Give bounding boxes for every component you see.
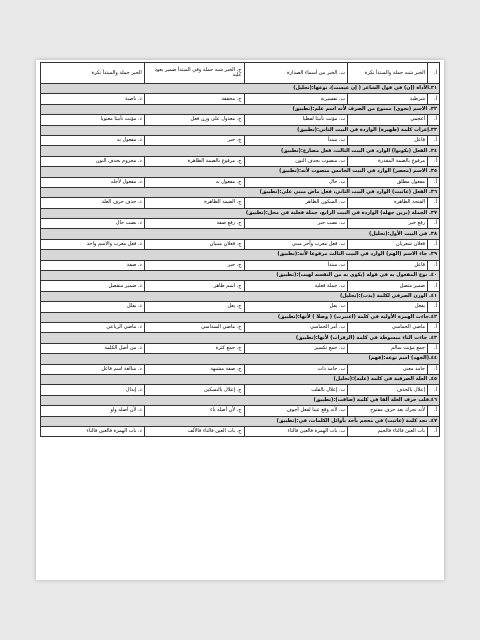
options-row (41, 385, 440, 395)
answer-option: د. نصب حال (41, 219, 145, 229)
question-text: ٤٠. نوع المفعول به في قوله (يكوى به من النفسه لهيب):(تطبيق) (41, 271, 440, 281)
answer-option: د. إبدال (41, 385, 145, 395)
answer-option: د. من أصل الكلمة (41, 343, 145, 353)
question-row (41, 333, 440, 343)
answer-option: د. فعل معرب والاسم واحد (41, 239, 145, 249)
answer-option: مرفوع بالضمة المقدرة (348, 156, 428, 166)
options-row (41, 156, 440, 166)
answer-option: ب. الخبر من أسماء الصدارة (244, 63, 348, 84)
answer-option: د. ناصبة (41, 94, 145, 104)
answer-option: ب. باب الهمزة فالعين فالتاء (244, 426, 348, 436)
option-letter: أ. (428, 177, 440, 187)
answer-option: جامد معنى (348, 364, 428, 374)
answer-option: ج. مفعول به (144, 177, 244, 187)
answer-option: د. مجزوم بحذف النون (41, 156, 145, 166)
answer-option: الخبر جملة والمبتدأ نكرة (41, 63, 145, 84)
answer-option: د. لأن أصله واو (41, 406, 145, 416)
question-row (41, 187, 440, 197)
options-row (41, 343, 440, 353)
question-text: ٣٨. في البيت الأول:(تحليل) (41, 229, 440, 239)
option-letter: أ. (428, 63, 440, 84)
answer-option: ماضي الخماسي (348, 322, 428, 332)
answer-option: ب. جمع تكسير (244, 343, 348, 353)
answer-option: ج. رفع صفة (144, 219, 244, 229)
exam-page (36, 60, 444, 580)
option-letter: أ. (428, 135, 440, 145)
options-row (41, 115, 440, 125)
answer-option: ب. لأنه وقع عينا لفعل أجوف (244, 406, 348, 416)
answer-option: ج. فعلان مبنيان (144, 239, 244, 249)
question-text: ٣٢. الاسم (نجوى) ممنوع من الصرف لأنه اسم علم:(تطبيق) (41, 104, 440, 114)
question-text: ٣٩. جاء الاسم (الهم) الوارد في البيت الثالث مرفوعا لأنه:(تطبيق) (41, 250, 440, 260)
answer-option: ج. معدول على وزن فعل (144, 115, 244, 125)
answer-option: شرطية (348, 94, 428, 104)
answer-option: الفتحة الظاهرة (348, 198, 428, 208)
answer-option: ج. إعلال بالتسكين (144, 385, 244, 395)
answer-option: فاعل (348, 135, 428, 145)
question-text: ٤٥. العلة الصرفية في كلمة (عليه):(تحليل) (41, 374, 440, 384)
question-text: ٤٦.قلب حرف العلة ألفا في كلمة (ضاقت):(تطبيق) (41, 395, 440, 405)
answer-option: ج. الضمة الظاهرة (144, 198, 244, 208)
option-letter: أ. (428, 426, 440, 436)
question-row (41, 416, 440, 426)
answer-option: ج. مرفوع بالضمة الظاهرة (144, 156, 244, 166)
question-row (41, 250, 440, 260)
answer-option: د. مفعول به (41, 135, 145, 145)
answer-option: ج. باب العين فالتاء فالألف (144, 426, 244, 436)
question-text: ٤٣. جاءت التاء مبسوطة في كلمة (الزفرات) لأنها:(تطبيق) (41, 333, 440, 343)
answer-option: ب. جملة فعلية (244, 281, 348, 291)
answer-option: ب. مبتدأ (244, 135, 348, 145)
answer-option: ج. يعل (144, 302, 244, 312)
answer-option: الخبر شبه جملة والمبتدأ نكرة (348, 63, 428, 84)
question-row (41, 271, 440, 281)
option-letter: أ. (428, 385, 440, 395)
question-text: ٤٢.جاءت الهمزة الأولية في كلمة (اعتبرت) ( وصلا ) لأنها:(تطبيق) (41, 312, 440, 322)
answer-option: ج. اسم ظاهر (144, 281, 244, 291)
option-letter: أ. (428, 115, 440, 125)
answer-option: ب. جامد ذات (244, 364, 348, 374)
option-letter: أ. (428, 198, 440, 208)
option-letter: أ. (428, 406, 440, 416)
options-row (41, 364, 440, 374)
question-row (41, 291, 440, 301)
question-row (41, 146, 440, 156)
option-letter: أ. (428, 281, 440, 291)
answer-option: ج. صفة مشبهة (144, 364, 244, 374)
options-row (41, 135, 440, 145)
options-row (41, 281, 440, 291)
answer-option: د. مبالغة اسم فاعل (41, 364, 145, 374)
answer-option: إعلال بالحذف (348, 385, 428, 395)
answer-option: د. ضمير منفصل (41, 281, 145, 291)
options-row (41, 219, 440, 229)
answer-option: لأنه تحرك بعد حرف مفتوح (348, 406, 428, 416)
answer-option: جمع مؤنث سالم (348, 343, 428, 353)
options-row (41, 94, 440, 104)
question-text: ٣٦. الفعل (عاتبت) الوارد في البيت الثاني، فعل ماض مبني على:(تطبيق) (41, 187, 440, 197)
options-row (41, 198, 440, 208)
answer-option: د. مفعول لأجله (41, 177, 145, 187)
question-text: ٣٥. الاسم (معصر) الوارد في البيت الخامس منصوب لأنه:(تطبيق) (41, 167, 440, 177)
answer-option: ج. لأن أصله ياء (144, 406, 244, 416)
answer-option: د. يفلل (41, 302, 145, 312)
question-row (41, 395, 440, 405)
answer-option: أعجمي (348, 115, 428, 125)
answer-option: ب. نصب خبر (244, 219, 348, 229)
option-letter: أ. (428, 156, 440, 166)
answer-option: فعلان شعريان (348, 239, 428, 249)
answer-option: فاعل (348, 260, 428, 270)
answer-option: د. مؤنث تأنيثا معنويا (41, 115, 145, 125)
option-letter: أ. (428, 239, 440, 249)
answer-option: د. ماضي الرباعي (41, 322, 145, 332)
question-row (41, 125, 440, 135)
answer-option: مفعول مطلق (348, 177, 428, 187)
answer-option: ب. فعل معرب وآخر مبني (244, 239, 348, 249)
answer-option: ب. يفل (244, 302, 348, 312)
answer-option: د. حذف حرف العلة (41, 198, 145, 208)
answer-option: يفعل (348, 302, 428, 312)
question-row (41, 354, 440, 364)
answer-option: ب. حال (244, 177, 348, 187)
question-row (41, 104, 440, 114)
answer-option: رفع خبر (348, 219, 428, 229)
question-text: ٣١.الأداة (إن) في قول الشاعر ( إن عيست)، نوعها:(تحليل) (41, 84, 440, 94)
question-row (41, 167, 440, 177)
answer-option: ج. خبر (144, 135, 244, 145)
options-row (41, 406, 440, 416)
question-text: ٤٤.(الجهد) اسم نوعه:(فهم) (41, 354, 440, 364)
option-letter: أ. (428, 322, 440, 332)
question-row (41, 208, 440, 218)
option-letter: أ. (428, 260, 440, 270)
option-letter: أ. (428, 302, 440, 312)
options-row (41, 426, 440, 436)
answer-option: ب. إعلال بالقلب (244, 385, 348, 395)
answer-option: ب. منصوب بحذف النون (244, 156, 348, 166)
answer-option: ج. جمع كثرة (144, 343, 244, 353)
answer-option: ج. مخففة (144, 94, 244, 104)
answer-option: باب العين فالتاء فالجيم (348, 426, 428, 436)
option-letter: أ. (428, 94, 440, 104)
answer-option: ب. مبتدأ (244, 260, 348, 270)
question-text: ٣٣.إعراب كلمة (ظهيرة) الواردة في البيت الثاني:(تطبيق) (41, 125, 440, 135)
option-letter: أ. (428, 343, 440, 353)
answer-option: ج. الخبر شبه جملة وفي المبتدأ ضمير يعود عليه (144, 63, 244, 84)
question-text: ٤١. الوزن الصرفي لكلمة (يذب):(تحليل) (41, 291, 440, 301)
options-row (41, 302, 440, 312)
question-row (41, 84, 440, 94)
answer-option: ب. أمر الخماسي (244, 322, 348, 332)
question-text: ٣٧. الجملة (يزين جهله) الواردة في البيت الرابع، جملة فعلية في محل:(تطبيق) (41, 208, 440, 218)
option-letter: أ. (428, 364, 440, 374)
answer-option: د. صفة (41, 260, 145, 270)
question-row (41, 312, 440, 322)
question-text: ٣٤. الفعل (يكونوا) الوارد في البيت الثالث، فعل مضارع:(تطبيق) (41, 146, 440, 156)
option-letter: أ. (428, 219, 440, 229)
answer-option: ج. خبر (144, 260, 244, 270)
answer-option: د. باب الهمزة فالعين فالتاء (41, 426, 145, 436)
answer-option: ب. تفسيرية (244, 94, 348, 104)
options-row (41, 239, 440, 249)
question-row (41, 374, 440, 384)
answer-option: ضمير متصل (348, 281, 428, 291)
answer-option: ج. ماضي السداسي (144, 322, 244, 332)
questions-table (40, 62, 440, 437)
answer-option: ب. مؤنث تأنيثا لفظيا (244, 115, 348, 125)
options-row (41, 260, 440, 270)
options-row (41, 177, 440, 187)
question-row (41, 229, 440, 239)
options-row (41, 63, 440, 84)
question-text: ٤٧. نجد كلمة (عاتبت) في معجم يأخذ بأوائل الكلمات، في:(تطبيق) (41, 416, 440, 426)
answer-option: ب. السكون الظاهر (244, 198, 348, 208)
options-row (41, 322, 440, 332)
